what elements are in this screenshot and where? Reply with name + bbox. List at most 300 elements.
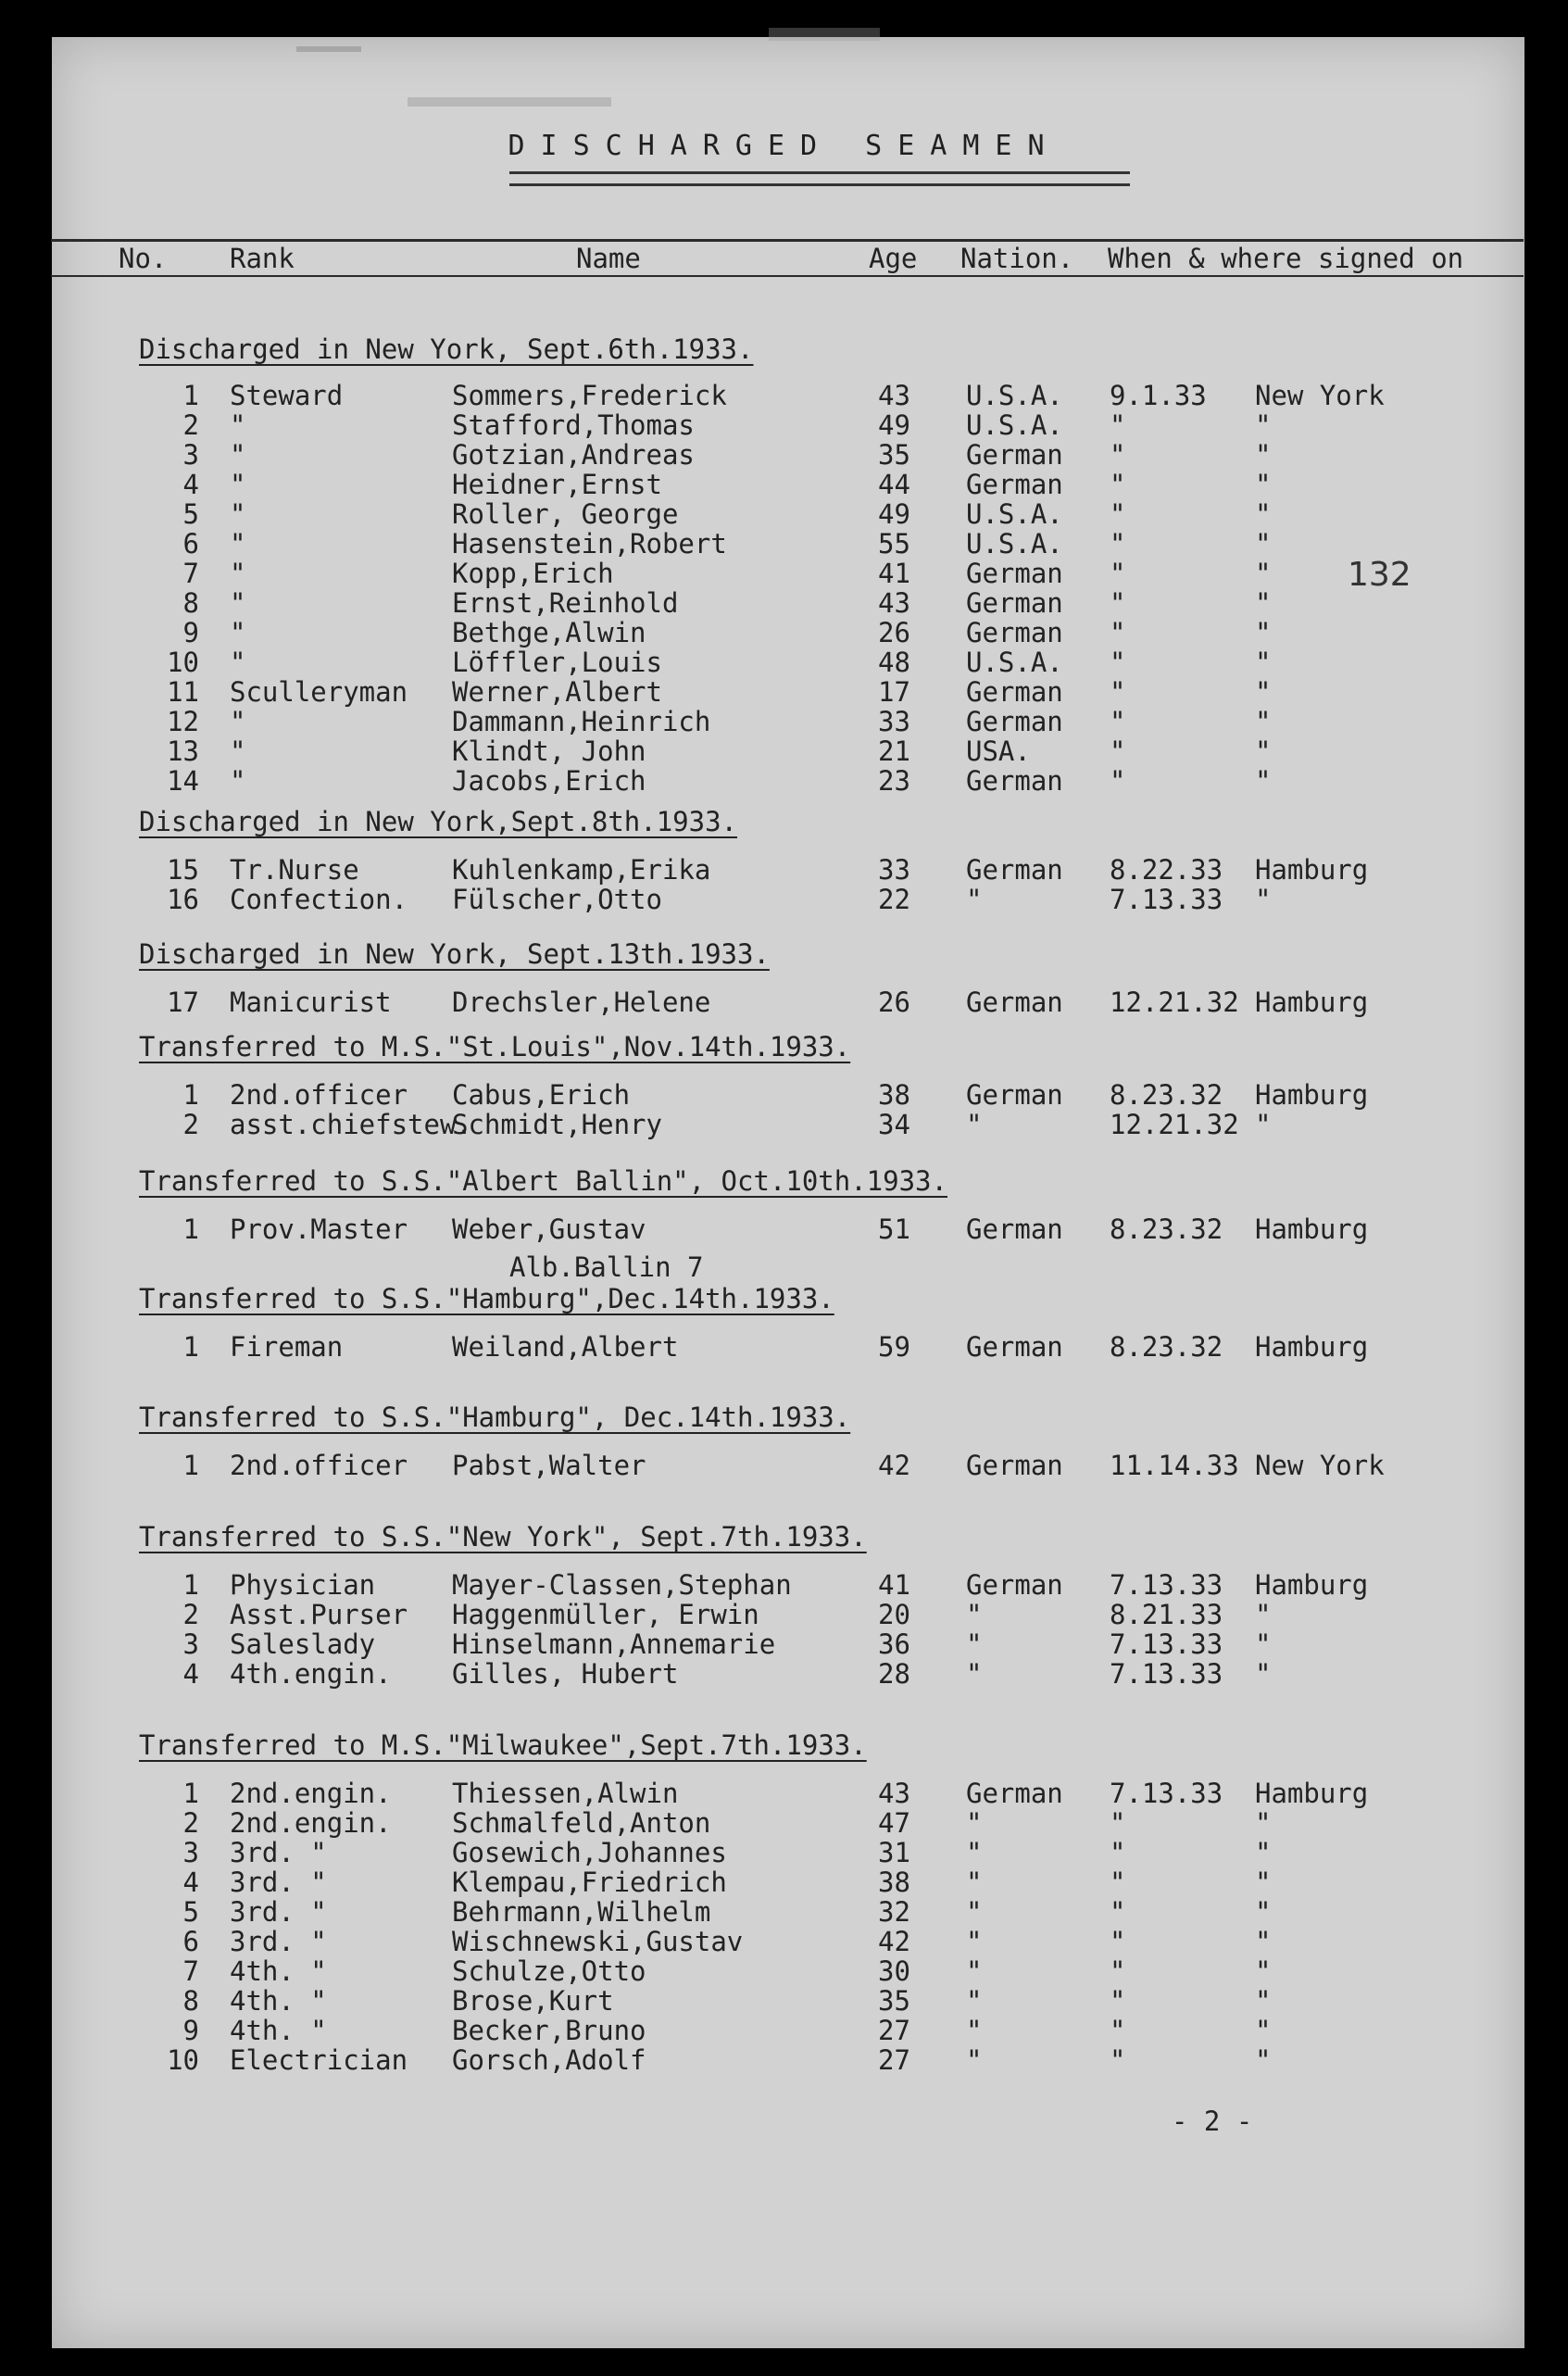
cell-nation: USA. bbox=[966, 735, 1031, 767]
cell-place: Hamburg bbox=[1255, 1213, 1369, 1245]
cell-name: Sommers,Frederick bbox=[452, 380, 727, 411]
cell-place: " bbox=[1255, 1985, 1272, 2017]
cell-nation: U.S.A. bbox=[966, 380, 1063, 411]
cell-age: 22 bbox=[878, 884, 910, 915]
cell-date: 12.21.32 bbox=[1110, 987, 1239, 1018]
cell-no: 4 bbox=[182, 469, 199, 500]
cell-age: 42 bbox=[878, 1926, 910, 1957]
seaman-row bbox=[0, 1569, 1568, 1599]
cell-no: 12 bbox=[167, 706, 199, 737]
cell-age: 55 bbox=[878, 528, 910, 559]
cell-rank: Tr.Nurse bbox=[230, 854, 359, 886]
cell-place: New York bbox=[1255, 380, 1385, 411]
seaman-row bbox=[0, 1867, 1568, 1896]
seaman-row bbox=[0, 1658, 1568, 1688]
seaman-row bbox=[0, 1778, 1568, 1807]
seaman-row bbox=[0, 765, 1568, 795]
cell-date: 7.13.33 bbox=[1110, 1778, 1223, 1809]
cell-age: 23 bbox=[878, 765, 910, 797]
cell-nation: " bbox=[966, 1837, 983, 1868]
cell-name: Schulze,Otto bbox=[452, 1955, 646, 1987]
cell-no: 1 bbox=[182, 1569, 199, 1601]
cell-nation: German bbox=[966, 765, 1063, 797]
cell-date: 7.13.33 bbox=[1110, 1569, 1223, 1601]
cell-no: 2 bbox=[182, 1109, 199, 1140]
cell-place: " bbox=[1255, 528, 1272, 559]
cell-name: Löffler,Louis bbox=[452, 647, 662, 678]
seaman-row bbox=[0, 1331, 1568, 1361]
cell-age: 32 bbox=[878, 1896, 910, 1928]
cell-place: " bbox=[1255, 617, 1272, 648]
cell-no: 4 bbox=[182, 1658, 199, 1690]
cell-age: 27 bbox=[878, 2015, 910, 2046]
cell-date: " bbox=[1110, 647, 1126, 678]
cell-date: " bbox=[1110, 765, 1126, 797]
seaman-row bbox=[0, 1079, 1568, 1109]
cell-date: 8.22.33 bbox=[1110, 854, 1223, 886]
cell-place: " bbox=[1255, 765, 1272, 797]
seaman-row bbox=[0, 558, 1568, 587]
section-heading: Transferred to M.S."St.Louis",Nov.14th.1933. bbox=[139, 1031, 851, 1062]
cell-rank: Saleslady bbox=[230, 1628, 376, 1660]
cell-age: 33 bbox=[878, 706, 910, 737]
seaman-row bbox=[0, 528, 1568, 558]
cell-rank: " bbox=[230, 617, 246, 648]
cell-place: Hamburg bbox=[1255, 987, 1369, 1018]
cell-no: 5 bbox=[182, 498, 199, 530]
cell-name: Gilles, Hubert bbox=[452, 1658, 679, 1690]
cell-date: 8.23.32 bbox=[1110, 1331, 1223, 1363]
cell-date: " bbox=[1110, 587, 1126, 619]
seaman-row bbox=[0, 2044, 1568, 2074]
smudge-mark bbox=[296, 46, 361, 52]
cell-age: 34 bbox=[878, 1109, 910, 1140]
cell-date: " bbox=[1110, 469, 1126, 500]
cell-date: " bbox=[1110, 706, 1126, 737]
cell-no: 3 bbox=[182, 439, 199, 471]
cell-rank: asst.chiefstew. bbox=[230, 1109, 472, 1140]
header-rank: Rank bbox=[230, 243, 295, 274]
seaman-row bbox=[0, 647, 1568, 676]
seaman-row bbox=[0, 735, 1568, 765]
cell-name: Hasenstein,Robert bbox=[452, 528, 727, 559]
cell-nation: " bbox=[966, 1628, 983, 1660]
cell-rank: 2nd.engin. bbox=[230, 1778, 392, 1809]
header-name: Name bbox=[576, 243, 641, 274]
cell-age: 30 bbox=[878, 1955, 910, 1987]
cell-place: " bbox=[1255, 884, 1272, 915]
cell-no: 1 bbox=[182, 1213, 199, 1245]
cell-nation: " bbox=[966, 1807, 983, 1839]
cell-rank: Steward bbox=[230, 380, 344, 411]
seaman-row bbox=[0, 498, 1568, 528]
cell-no: 3 bbox=[182, 1628, 199, 1660]
seaman-row bbox=[0, 1896, 1568, 1926]
cell-name: Bethge,Alwin bbox=[452, 617, 646, 648]
cell-no: 8 bbox=[182, 587, 199, 619]
cell-place: " bbox=[1255, 1807, 1272, 1839]
cell-name: Becker,Bruno bbox=[452, 2015, 646, 2046]
cell-date: 8.23.32 bbox=[1110, 1213, 1223, 1245]
cell-place: " bbox=[1255, 1109, 1272, 1140]
cell-nation: German bbox=[966, 1079, 1063, 1111]
cell-age: 17 bbox=[878, 676, 910, 708]
cell-date: " bbox=[1110, 1837, 1126, 1868]
cell-rank: 3rd. " bbox=[230, 1867, 327, 1898]
margin-number: 132 bbox=[1348, 556, 1411, 594]
cell-age: 21 bbox=[878, 735, 910, 767]
cell-date: 7.13.33 bbox=[1110, 1628, 1223, 1660]
header-age: Age bbox=[869, 243, 918, 274]
section-heading: Transferred to S.S."New York", Sept.7th.1933. bbox=[139, 1521, 867, 1553]
cell-rank: Asst.Purser bbox=[230, 1599, 408, 1630]
cell-name: Wischnewski,Gustav bbox=[452, 1926, 744, 1957]
cell-age: 43 bbox=[878, 1778, 910, 1809]
seaman-row bbox=[0, 469, 1568, 498]
cell-age: 42 bbox=[878, 1450, 910, 1481]
cell-nation: " bbox=[966, 1896, 983, 1928]
cell-rank: " bbox=[230, 439, 246, 471]
title-underline bbox=[509, 171, 1130, 186]
section-heading: Discharged in New York,Sept.8th.1933. bbox=[139, 806, 738, 837]
cell-age: 41 bbox=[878, 558, 910, 589]
cell-no: 13 bbox=[167, 735, 199, 767]
cell-no: 8 bbox=[182, 1985, 199, 2017]
cell-rank: Physician bbox=[230, 1569, 376, 1601]
cell-rank: 2nd.officer bbox=[230, 1450, 408, 1481]
cell-no: 11 bbox=[167, 676, 199, 708]
seaman-row bbox=[0, 587, 1568, 617]
cell-rank: " bbox=[230, 706, 246, 737]
header-smudges bbox=[278, 28, 926, 74]
cell-date: 8.23.32 bbox=[1110, 1079, 1223, 1111]
cell-nation: " bbox=[966, 884, 983, 915]
cell-rank: " bbox=[230, 765, 246, 797]
cell-no: 1 bbox=[182, 1079, 199, 1111]
section-heading: Discharged in New York, Sept.6th.1933. bbox=[139, 333, 754, 365]
cell-no: 9 bbox=[182, 617, 199, 648]
cell-no: 15 bbox=[167, 854, 199, 886]
cell-name: Dammann,Heinrich bbox=[452, 706, 711, 737]
cell-rank: Prov.Master bbox=[230, 1213, 408, 1245]
cell-no: 5 bbox=[182, 1896, 199, 1928]
cell-date: " bbox=[1110, 617, 1126, 648]
cell-name: Heidner,Ernst bbox=[452, 469, 662, 500]
cell-rank: Confection. bbox=[230, 884, 408, 915]
cell-age: 26 bbox=[878, 617, 910, 648]
cell-date: " bbox=[1110, 1955, 1126, 1987]
cell-rank: Sculleryman bbox=[230, 676, 408, 708]
smudge-mark bbox=[769, 28, 880, 41]
cell-age: 48 bbox=[878, 647, 910, 678]
cell-age: 28 bbox=[878, 1658, 910, 1690]
cell-name: Pabst,Walter bbox=[452, 1450, 646, 1481]
seaman-row bbox=[0, 1926, 1568, 1955]
cell-rank: " bbox=[230, 498, 246, 530]
cell-place: " bbox=[1255, 1955, 1272, 1987]
section-heading: Transferred to S.S."Hamburg",Dec.14th.1933. bbox=[139, 1283, 834, 1314]
cell-name: Schmalfeld,Anton bbox=[452, 1807, 711, 1839]
cell-age: 47 bbox=[878, 1807, 910, 1839]
seaman-row bbox=[0, 1837, 1568, 1867]
cell-place: Hamburg bbox=[1255, 1079, 1369, 1111]
cell-rank: " bbox=[230, 647, 246, 678]
cell-no: 10 bbox=[167, 2044, 199, 2076]
cell-no: 10 bbox=[167, 647, 199, 678]
cell-name: Klempau,Friedrich bbox=[452, 1867, 727, 1898]
cell-age: 31 bbox=[878, 1837, 910, 1868]
cell-nation: German bbox=[966, 587, 1063, 619]
cell-nation: German bbox=[966, 1213, 1063, 1245]
cell-nation: " bbox=[966, 1599, 983, 1630]
seaman-row bbox=[0, 1599, 1568, 1628]
seaman-row bbox=[0, 1628, 1568, 1658]
cell-nation: German bbox=[966, 987, 1063, 1018]
seaman-row bbox=[0, 1109, 1568, 1138]
cell-rank: " bbox=[230, 558, 246, 589]
cell-nation: German bbox=[966, 469, 1063, 500]
cell-name: Gorsch,Adolf bbox=[452, 2044, 646, 2076]
cell-name: Ernst,Reinhold bbox=[452, 587, 679, 619]
cell-date: " bbox=[1110, 528, 1126, 559]
cell-name: Cabus,Erich bbox=[452, 1079, 631, 1111]
cell-name: Weiland,Albert bbox=[452, 1331, 679, 1363]
cell-place: " bbox=[1255, 1658, 1272, 1690]
cell-no: 6 bbox=[182, 528, 199, 559]
cell-place: " bbox=[1255, 647, 1272, 678]
cell-rank: 2nd.officer bbox=[230, 1079, 408, 1111]
cell-date: " bbox=[1110, 2044, 1126, 2076]
cell-rank: " bbox=[230, 528, 246, 559]
cell-place: " bbox=[1255, 1926, 1272, 1957]
cell-nation: German bbox=[966, 1778, 1063, 1809]
seaman-row bbox=[0, 676, 1568, 706]
cell-nation: " bbox=[966, 1109, 983, 1140]
cell-no: 1 bbox=[182, 1450, 199, 1481]
cell-nation: " bbox=[966, 1658, 983, 1690]
cell-name: Fülscher,Otto bbox=[452, 884, 662, 915]
cell-name: Stafford,Thomas bbox=[452, 409, 695, 441]
cell-nation: U.S.A. bbox=[966, 409, 1063, 441]
cell-name: Drechsler,Helene bbox=[452, 987, 711, 1018]
cell-rank: 4th. " bbox=[230, 2015, 327, 2046]
cell-no: 2 bbox=[182, 409, 199, 441]
cell-no: 7 bbox=[182, 1955, 199, 1987]
cell-nation: German bbox=[966, 676, 1063, 708]
cell-no: 2 bbox=[182, 1599, 199, 1630]
cell-name: Gotzian,Andreas bbox=[452, 439, 695, 471]
seaman-row bbox=[0, 1807, 1568, 1837]
seaman-row bbox=[0, 706, 1568, 735]
cell-place: Hamburg bbox=[1255, 1331, 1369, 1363]
cell-rank: 4th. " bbox=[230, 1985, 327, 2017]
cell-no: 3 bbox=[182, 1837, 199, 1868]
cell-age: 41 bbox=[878, 1569, 910, 1601]
cell-place: Hamburg bbox=[1255, 854, 1369, 886]
cell-date: " bbox=[1110, 735, 1126, 767]
cell-place: " bbox=[1255, 469, 1272, 500]
seaman-row bbox=[0, 2015, 1568, 2044]
cell-age: 36 bbox=[878, 1628, 910, 1660]
cell-age: 27 bbox=[878, 2044, 910, 2076]
cell-no: 14 bbox=[167, 765, 199, 797]
cell-nation: U.S.A. bbox=[966, 498, 1063, 530]
cell-nation: German bbox=[966, 706, 1063, 737]
cell-age: 44 bbox=[878, 469, 910, 500]
cell-place: " bbox=[1255, 498, 1272, 530]
cell-place: " bbox=[1255, 2044, 1272, 2076]
cell-age: 51 bbox=[878, 1213, 910, 1245]
seaman-row bbox=[0, 380, 1568, 409]
cell-age: 35 bbox=[878, 439, 910, 471]
cell-date: " bbox=[1110, 676, 1126, 708]
page-number: - 2 - bbox=[1172, 2106, 1253, 2137]
seaman-row bbox=[0, 987, 1568, 1016]
cell-date: " bbox=[1110, 558, 1126, 589]
cell-age: 43 bbox=[878, 380, 910, 411]
cell-nation: German bbox=[966, 1450, 1063, 1481]
cell-rank: " bbox=[230, 409, 246, 441]
seaman-row bbox=[0, 1955, 1568, 1985]
cell-name: Thiessen,Alwin bbox=[452, 1778, 679, 1809]
cell-name: Jacobs,Erich bbox=[452, 765, 646, 797]
cell-date: " bbox=[1110, 439, 1126, 471]
section-heading: Discharged in New York, Sept.13th.1933. bbox=[139, 938, 770, 970]
cell-nation: " bbox=[966, 1867, 983, 1898]
cell-rank: 2nd.engin. bbox=[230, 1807, 392, 1839]
cell-date: 11.14.33 bbox=[1110, 1450, 1239, 1481]
cell-no: 7 bbox=[182, 558, 199, 589]
cell-nation: German bbox=[966, 558, 1063, 589]
cell-name: Brose,Kurt bbox=[452, 1985, 614, 2017]
cell-place: " bbox=[1255, 409, 1272, 441]
cell-name: Weber,Gustav bbox=[452, 1213, 646, 1245]
cell-no: 2 bbox=[182, 1807, 199, 1839]
cell-age: 38 bbox=[878, 1079, 910, 1111]
cell-date: 8.21.33 bbox=[1110, 1599, 1223, 1630]
cell-place: " bbox=[1255, 1896, 1272, 1928]
header-signed-on: When & where signed on bbox=[1108, 243, 1464, 274]
cell-name: Kopp,Erich bbox=[452, 558, 614, 589]
seaman-row bbox=[0, 1985, 1568, 2015]
cell-date: 9.1.33 bbox=[1110, 380, 1207, 411]
seaman-row bbox=[0, 884, 1568, 913]
cell-place: Hamburg bbox=[1255, 1778, 1369, 1809]
cell-date: " bbox=[1110, 498, 1126, 530]
cell-rank: Manicurist bbox=[230, 987, 392, 1018]
cell-place: " bbox=[1255, 439, 1272, 471]
header-rule-bottom bbox=[51, 275, 1524, 277]
header-rule-top bbox=[51, 239, 1524, 242]
cell-date: " bbox=[1110, 1867, 1126, 1898]
cell-nation: German bbox=[966, 617, 1063, 648]
cell-no: 1 bbox=[182, 1331, 199, 1363]
cell-name: Kuhlenkamp,Erika bbox=[452, 854, 711, 886]
cell-nation: " bbox=[966, 2044, 983, 2076]
handwritten-insert-note: Alb.Ballin 7 bbox=[509, 1251, 704, 1283]
cell-date: " bbox=[1110, 1926, 1126, 1957]
cell-place: " bbox=[1255, 706, 1272, 737]
cell-age: 20 bbox=[878, 1599, 910, 1630]
seaman-row bbox=[0, 1450, 1568, 1479]
cell-age: 49 bbox=[878, 409, 910, 441]
cell-date: " bbox=[1110, 409, 1126, 441]
cell-rank: 4th. " bbox=[230, 1955, 327, 1987]
seaman-row bbox=[0, 409, 1568, 439]
page-title: DISCHARGED SEAMEN bbox=[508, 130, 1060, 162]
cell-age: 33 bbox=[878, 854, 910, 886]
cell-rank: 4th.engin. bbox=[230, 1658, 392, 1690]
cell-place: " bbox=[1255, 558, 1272, 589]
cell-name: Hinselmann,Annemarie bbox=[452, 1628, 776, 1660]
cell-rank: " bbox=[230, 587, 246, 619]
smudge-mark bbox=[408, 97, 611, 107]
cell-nation: German bbox=[966, 1331, 1063, 1363]
cell-rank: Fireman bbox=[230, 1331, 344, 1363]
cell-place: " bbox=[1255, 1599, 1272, 1630]
cell-name: Roller, George bbox=[452, 498, 679, 530]
cell-no: 9 bbox=[182, 2015, 199, 2046]
cell-name: Klindt, John bbox=[452, 735, 646, 767]
cell-place: " bbox=[1255, 587, 1272, 619]
cell-nation: U.S.A. bbox=[966, 647, 1063, 678]
cell-date: 7.13.33 bbox=[1110, 1658, 1223, 1690]
cell-name: Mayer-Classen,Stephan bbox=[452, 1569, 792, 1601]
cell-name: Gosewich,Johannes bbox=[452, 1837, 727, 1868]
cell-rank: " bbox=[230, 735, 246, 767]
cell-nation: " bbox=[966, 2015, 983, 2046]
cell-date: " bbox=[1110, 2015, 1126, 2046]
cell-age: 38 bbox=[878, 1867, 910, 1898]
cell-age: 43 bbox=[878, 587, 910, 619]
cell-nation: German bbox=[966, 854, 1063, 886]
cell-name: Behrmann,Wilhelm bbox=[452, 1896, 711, 1928]
cell-date: 7.13.33 bbox=[1110, 884, 1223, 915]
section-heading: Transferred to S.S."Hamburg", Dec.14th.1933. bbox=[139, 1402, 851, 1433]
header-no: No. bbox=[119, 243, 168, 274]
cell-place: New York bbox=[1255, 1450, 1385, 1481]
cell-rank: 3rd. " bbox=[230, 1837, 327, 1868]
cell-no: 1 bbox=[182, 1778, 199, 1809]
cell-name: Schmidt,Henry bbox=[452, 1109, 662, 1140]
cell-place: " bbox=[1255, 676, 1272, 708]
cell-nation: U.S.A. bbox=[966, 528, 1063, 559]
seaman-row bbox=[0, 1213, 1568, 1243]
cell-age: 26 bbox=[878, 987, 910, 1018]
cell-age: 59 bbox=[878, 1331, 910, 1363]
cell-nation: " bbox=[966, 1955, 983, 1987]
cell-date: " bbox=[1110, 1896, 1126, 1928]
seaman-row bbox=[0, 439, 1568, 469]
cell-rank: " bbox=[230, 469, 246, 500]
section-heading: Transferred to S.S."Albert Ballin", Oct.10th.1933. bbox=[139, 1165, 947, 1197]
cell-place: " bbox=[1255, 1628, 1272, 1660]
cell-rank: 3rd. " bbox=[230, 1926, 327, 1957]
cell-rank: Electrician bbox=[230, 2044, 408, 2076]
section-heading: Transferred to M.S."Milwaukee",Sept.7th.1933. bbox=[139, 1729, 867, 1761]
cell-place: Hamburg bbox=[1255, 1569, 1369, 1601]
cell-age: 49 bbox=[878, 498, 910, 530]
seaman-row bbox=[0, 854, 1568, 884]
cell-place: " bbox=[1255, 735, 1272, 767]
cell-age: 35 bbox=[878, 1985, 910, 2017]
cell-nation: " bbox=[966, 1926, 983, 1957]
cell-nation: " bbox=[966, 1985, 983, 2017]
cell-rank: 3rd. " bbox=[230, 1896, 327, 1928]
cell-nation: German bbox=[966, 439, 1063, 471]
cell-name: Werner,Albert bbox=[452, 676, 662, 708]
cell-place: " bbox=[1255, 1867, 1272, 1898]
